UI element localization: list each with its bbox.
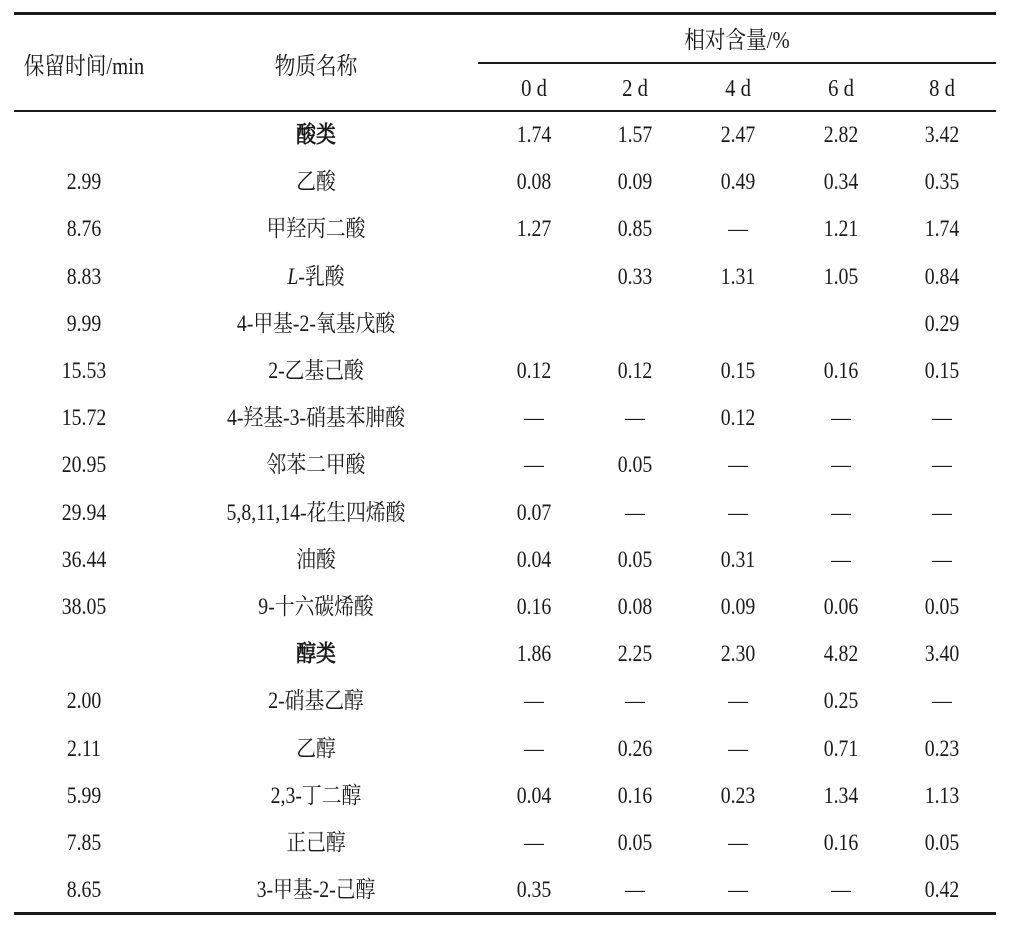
content-value-cell: 1.27	[516, 216, 552, 242]
substance-name-cell: 2-乙基己酸	[268, 358, 364, 383]
retention-time-cell: 2.11	[67, 735, 101, 761]
content-value-cell: 0.29	[924, 310, 960, 336]
content-value-cell: 0.49	[720, 169, 756, 195]
content-value-cell: —	[932, 546, 952, 572]
content-value-cell: 2.25	[617, 641, 653, 667]
content-value-cell: 1.05	[823, 263, 859, 289]
category-name-cell: 酸类	[296, 122, 336, 147]
content-value-cell: —	[831, 877, 851, 903]
substance-name-cell: 9-十六碳烯酸	[258, 594, 374, 619]
content-value-cell: —	[728, 877, 748, 903]
content-value-cell: 3.40	[924, 641, 960, 667]
header-day-0: 0 d	[521, 76, 547, 102]
retention-time-cell: 15.53	[61, 358, 107, 383]
content-value-cell: 0.07	[516, 499, 552, 525]
content-value-cell: —	[728, 688, 748, 714]
content-value-cell: —	[728, 499, 748, 525]
retention-time-cell: 2.00	[66, 688, 102, 714]
content-value-cell: 0.34	[823, 169, 859, 195]
substance-name-cell: 4-甲基-2-氧基戊酸	[236, 310, 396, 336]
header-substance-name: 物质名称	[274, 54, 358, 80]
content-value-cell: 0.15	[720, 358, 756, 383]
content-value-cell: —	[625, 688, 645, 714]
content-value-cell: —	[625, 499, 645, 525]
content-value-cell: —	[728, 452, 748, 478]
substance-name-cell: 3-甲基-2-己醇	[256, 877, 376, 903]
content-value-cell: 0.84	[924, 263, 960, 289]
content-value-cell: 0.05	[924, 594, 960, 619]
content-value-cell: —	[524, 688, 544, 714]
content-value-cell: 0.16	[823, 358, 859, 383]
content-value-cell: 0.05	[924, 830, 960, 855]
content-value-cell: 0.05	[617, 830, 653, 855]
header-day-2: 2 d	[622, 76, 648, 102]
content-value-cell: —	[831, 405, 851, 431]
retention-time-cell: 8.65	[66, 877, 102, 903]
content-value-cell: 0.71	[823, 735, 859, 761]
content-value-cell: 0.33	[617, 263, 653, 289]
retention-time-cell: 2.99	[66, 169, 102, 195]
header-day-4: 4 d	[725, 76, 751, 102]
substance-name-cell: L-乳酸	[287, 263, 345, 289]
content-value-cell: 0.16	[617, 782, 653, 808]
content-value-cell: —	[524, 452, 544, 478]
substance-name-cell: 5,8,11,14-花生四烯酸	[226, 499, 406, 525]
content-value-cell: 3.42	[924, 122, 960, 147]
content-value-cell: —	[831, 546, 851, 572]
content-value-cell: 0.06	[823, 594, 859, 619]
content-value-cell: —	[728, 216, 748, 242]
content-value-cell: 0.23	[924, 735, 960, 761]
content-value-cell: 0.04	[516, 782, 552, 808]
content-value-cell: 1.34	[823, 782, 859, 808]
content-value-cell: —	[932, 452, 952, 478]
content-value-cell: —	[932, 405, 952, 431]
header-day-6: 6 d	[828, 76, 854, 102]
content-value-cell: 1.13	[924, 782, 960, 808]
content-value-cell: —	[625, 877, 645, 903]
content-value-cell: 0.12	[720, 405, 756, 431]
content-value-cell: —	[932, 688, 952, 714]
content-value-cell: 1.74	[516, 122, 552, 147]
header-retention-time: 保留时间/min	[23, 54, 145, 80]
content-value-cell: 2.30	[720, 641, 756, 667]
content-value-cell: 0.35	[924, 169, 960, 195]
content-value-cell: 0.85	[617, 216, 653, 242]
retention-time-cell: 8.76	[66, 216, 102, 242]
content-value-cell: 0.09	[720, 594, 756, 619]
content-value-cell: 0.12	[516, 358, 552, 383]
retention-time-cell: 29.94	[61, 499, 107, 525]
content-value-cell: —	[524, 830, 544, 855]
table-top-rule	[14, 12, 996, 15]
content-value-cell: 0.35	[516, 877, 552, 903]
content-value-cell: 0.04	[516, 546, 552, 572]
content-value-cell: 0.05	[617, 546, 653, 572]
content-value-cell: 1.31	[720, 263, 756, 289]
content-value-cell: —	[625, 405, 645, 431]
content-value-cell: 1.86	[516, 641, 552, 667]
header-bottom-rule	[14, 110, 996, 112]
content-value-cell: 0.23	[720, 782, 756, 808]
content-value-cell: —	[932, 499, 952, 525]
substance-name-cell: 邻苯二甲酸	[266, 452, 366, 478]
substance-name-cell: 2,3-丁二醇	[270, 782, 362, 808]
content-value-cell: 0.42	[924, 877, 960, 903]
substance-name-cell: 甲羟丙二酸	[266, 216, 366, 242]
content-value-cell: 0.08	[516, 169, 552, 195]
content-value-cell: 1.21	[823, 216, 859, 242]
content-value-cell: 2.47	[720, 122, 756, 147]
content-value-cell: 0.15	[924, 358, 960, 383]
content-value-cell: 0.31	[720, 546, 756, 572]
content-value-cell: —	[524, 405, 544, 431]
content-value-cell: 0.05	[617, 452, 653, 478]
content-value-cell: 0.08	[617, 594, 653, 619]
header-relative-content: 相对含量/%	[684, 28, 790, 54]
content-value-cell: —	[728, 735, 748, 761]
substance-name-cell: 乙醇	[296, 735, 336, 761]
content-value-cell: —	[728, 830, 748, 855]
retention-time-cell: 36.44	[61, 546, 107, 572]
substance-name-cell: 4-羟基-3-硝基苯胂酸	[226, 405, 406, 431]
content-value-cell: 0.26	[617, 735, 653, 761]
table-bottom-rule	[14, 912, 996, 915]
retention-time-cell: 9.99	[66, 310, 102, 336]
substance-name-cell: 乙酸	[296, 169, 336, 195]
content-value-cell: 0.16	[516, 594, 552, 619]
substance-name-cell: 2-硝基乙醇	[268, 688, 364, 714]
content-value-cell: —	[524, 735, 544, 761]
content-value-cell: —	[831, 452, 851, 478]
content-value-cell: 4.82	[823, 641, 859, 667]
content-value-cell: 2.82	[823, 122, 859, 147]
content-value-cell: 0.09	[617, 169, 653, 195]
retention-time-cell: 38.05	[61, 594, 107, 619]
content-value-cell: 0.16	[823, 830, 859, 855]
header-sub-rule	[478, 62, 996, 64]
retention-time-cell: 8.83	[66, 263, 102, 289]
substance-name-cell: 正己醇	[286, 830, 346, 855]
header-day-8: 8 d	[929, 76, 955, 102]
retention-time-cell: 7.85	[66, 830, 102, 855]
content-value-cell: 0.25	[823, 688, 859, 714]
substance-name-cell: 油酸	[296, 546, 336, 572]
category-name-cell: 醇类	[296, 641, 336, 667]
retention-time-cell: 20.95	[61, 452, 107, 478]
retention-time-cell: 5.99	[66, 782, 102, 808]
content-value-cell: —	[831, 499, 851, 525]
content-value-cell: 1.57	[617, 122, 653, 147]
content-value-cell: 0.12	[617, 358, 653, 383]
content-value-cell: 1.74	[924, 216, 960, 242]
retention-time-cell: 15.72	[61, 405, 107, 431]
